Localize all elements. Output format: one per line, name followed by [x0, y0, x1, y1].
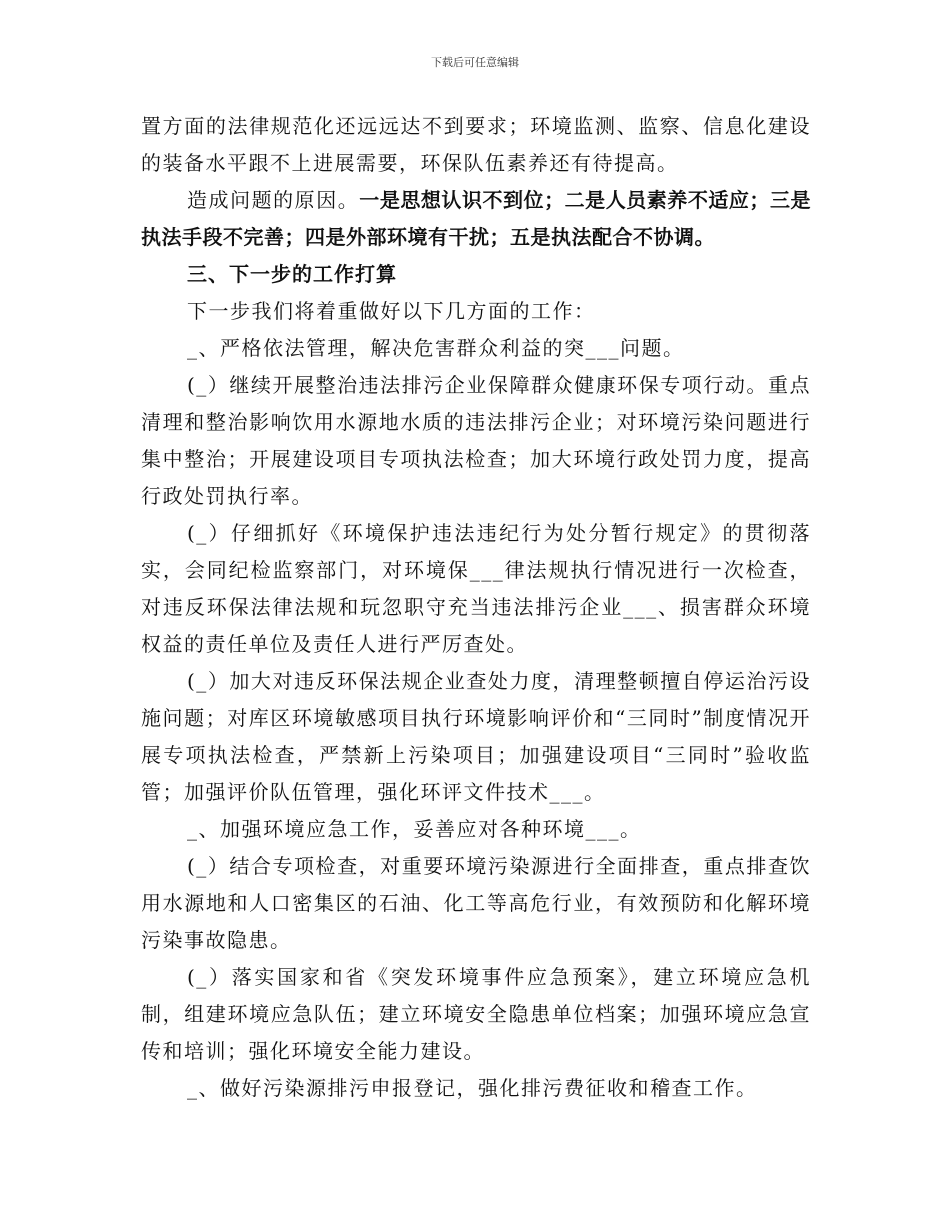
document-body	[141, 108, 811, 1107]
causes-lead: 造成问题的原因。	[187, 188, 360, 212]
paragraph-causes	[141, 182, 811, 256]
subitem-emergency-plan: (_）落实国家和省《突发环境事件应急预案》，建立环境应急机制，组建环境应急队伍；建立环境安全隐患单位档案；加强环境应急宣传和培训；强化环境安全能力建设。	[141, 965, 811, 1063]
subitem-regulations: (_）仔细抓好《环境保护违法违纪行为处分暂行规定》的贯彻落实，会同纪检监察部门，对环境保___律法规执行情况进行一次检查，对违反环保法律法规和玩忽职守充当违法排污企业___、损害群众环境权益的责任单位及责任人进行严厉查处。	[141, 521, 811, 656]
page-header: 下载后可任意编辑	[431, 56, 519, 69]
item-strict-management: _、严格依法管理，解决危害群众利益的突___问题。	[187, 336, 685, 360]
section-heading: 三、下一步的工作打算	[187, 262, 397, 286]
subitem-special-action: (_）继续开展整治违法排污企业保障群众健康环保专项行动。重点清理和整治影响饮用水源地水质的违法排污企业；对环境污染问题进行集中整治；开展建设项目专项执法检查；加大环境行政处罚力度，提高行政处罚执行率。	[141, 373, 811, 508]
paragraph-intro: 下一步我们将着重做好以下几方面的工作：	[187, 299, 596, 323]
paragraph-continuation: 置方面的法律规范化还远远达不到要求；环境监测、监察、信息化建设的装备水平跟不上进展需要，环保队伍素养还有待提高。	[141, 114, 811, 175]
causes-bold: 一是思想认识不到位；二是人员素养不适应；三是执法手段不完善；四是外部环境有干扰；五是执法配合不协调。	[141, 188, 812, 249]
item-emergency: _、加强环境应急工作，妥善应对各种环境___。	[187, 817, 642, 841]
item-pollution-registration: _、做好污染源排污申报登记，强化排污费征收和稽查工作。	[187, 1076, 758, 1100]
subitem-inspection: (_）结合专项检查，对重要环境污染源进行全面排查，重点排查饮用水源地和人口密集区的石油、化工等高危行业，有效预防和化解环境污染事故隐患。	[141, 854, 811, 952]
subitem-enforcement: (_）加大对违反环保法规企业查处力度，清理整顿擅自停运治污设施问题；对库区环境敏感项目执行环境影响评价和“三同时”制度情况开展专项执法检查，严禁新上污染项目；加强建设项目“三同时”验收监管；加强评价队伍管理，强化环评文件技术___。	[141, 669, 811, 804]
